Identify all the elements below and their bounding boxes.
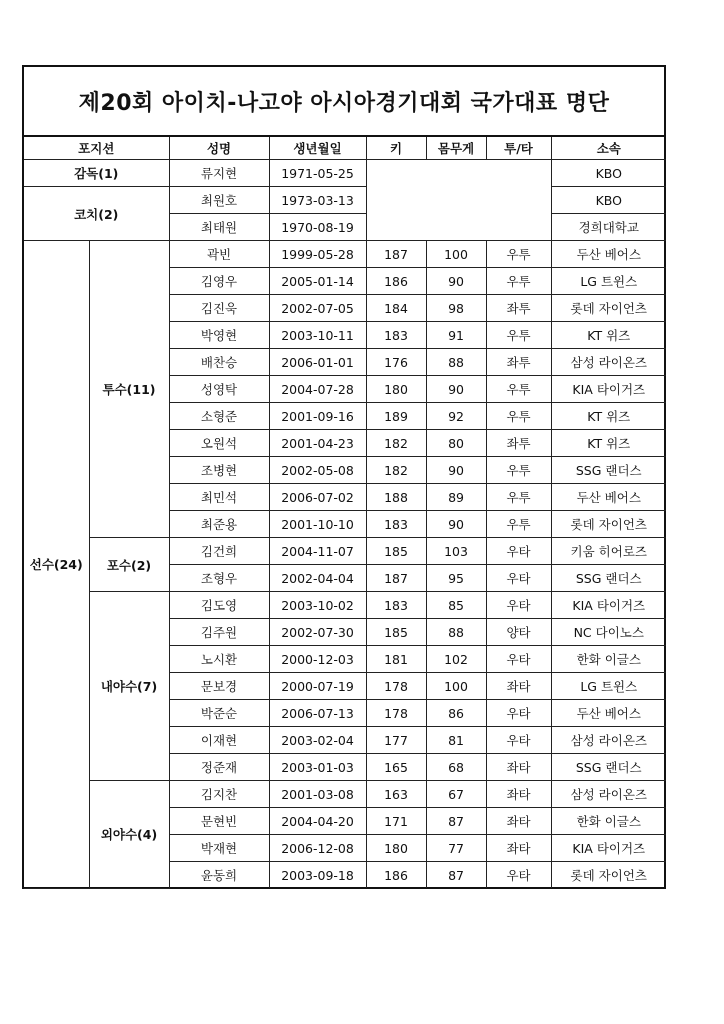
player-weight: 81: [426, 727, 486, 754]
player-name: 박영현: [169, 322, 269, 349]
player-birth: 2000-07-19: [269, 673, 366, 700]
player-name: 문보경: [169, 673, 269, 700]
player-birth: 2004-11-07: [269, 538, 366, 565]
header-throw-bat: 투/타: [486, 137, 551, 160]
player-weight: 80: [426, 430, 486, 457]
player-birth: 1999-05-28: [269, 241, 366, 268]
group-players: 선수(24): [24, 241, 89, 889]
player-birth: 2001-10-10: [269, 511, 366, 538]
player-throw-bat: 양타: [486, 619, 551, 646]
player-team: 한화 이글스: [551, 646, 666, 673]
player-throw-bat: 우타: [486, 592, 551, 619]
player-throw-bat: 좌타: [486, 835, 551, 862]
player-throw-bat: 좌타: [486, 673, 551, 700]
player-height: 178: [366, 673, 426, 700]
player-height: 188: [366, 484, 426, 511]
player-birth: 2005-01-14: [269, 268, 366, 295]
player-weight: 91: [426, 322, 486, 349]
player-birth: 2003-09-18: [269, 862, 366, 889]
player-weight: 90: [426, 268, 486, 295]
player-team: LG 트윈스: [551, 673, 666, 700]
player-weight: 90: [426, 511, 486, 538]
player-weight: 86: [426, 700, 486, 727]
player-team: 롯데 자이언츠: [551, 511, 666, 538]
player-throw-bat: 우타: [486, 727, 551, 754]
header-weight: 몸무게: [426, 137, 486, 160]
player-team: SSG 랜더스: [551, 754, 666, 781]
group-outfielders: 외야수(4): [89, 781, 169, 889]
staff-team: KBO: [551, 160, 666, 187]
player-name: 최준용: [169, 511, 269, 538]
player-height: 177: [366, 727, 426, 754]
player-name: 윤동희: [169, 862, 269, 889]
player-name: 김영우: [169, 268, 269, 295]
player-team: 삼성 라이온즈: [551, 727, 666, 754]
table-row: [24, 538, 666, 565]
player-height: 180: [366, 835, 426, 862]
page-title: 제20회 아이치-나고야 아시아경기대회 국가대표 명단: [24, 67, 664, 137]
header-height: 키: [366, 137, 426, 160]
staff-name: 류지현: [169, 160, 269, 187]
player-height: 176: [366, 349, 426, 376]
group-infielders: 내야수(7): [89, 592, 169, 781]
staff-name: 최원호: [169, 187, 269, 214]
header-name: 성명: [169, 137, 269, 160]
roster-table: [24, 137, 666, 889]
player-team: SSG 랜더스: [551, 457, 666, 484]
player-height: 187: [366, 241, 426, 268]
player-birth: 2003-10-11: [269, 322, 366, 349]
player-height: 189: [366, 403, 426, 430]
player-birth: 2003-01-03: [269, 754, 366, 781]
player-throw-bat: 좌투: [486, 295, 551, 322]
player-throw-bat: 좌투: [486, 430, 551, 457]
header-position: 포지션: [24, 137, 169, 160]
player-team: NC 다이노스: [551, 619, 666, 646]
player-throw-bat: 우투: [486, 268, 551, 295]
player-team: KIA 타이거즈: [551, 592, 666, 619]
player-height: 184: [366, 295, 426, 322]
player-name: 오원석: [169, 430, 269, 457]
player-throw-bat: 우타: [486, 538, 551, 565]
player-birth: 2003-02-04: [269, 727, 366, 754]
player-name: 조병현: [169, 457, 269, 484]
player-weight: 67: [426, 781, 486, 808]
player-throw-bat: 좌타: [486, 808, 551, 835]
header-row: [24, 137, 666, 160]
staff-blank: [366, 160, 551, 241]
group-coach: 코치(2): [24, 187, 169, 241]
player-birth: 2006-07-13: [269, 700, 366, 727]
player-name: 노시환: [169, 646, 269, 673]
player-height: 163: [366, 781, 426, 808]
header-birth: 생년월일: [269, 137, 366, 160]
player-team: KT 위즈: [551, 403, 666, 430]
player-weight: 85: [426, 592, 486, 619]
player-team: 삼성 라이온즈: [551, 349, 666, 376]
player-team: LG 트윈스: [551, 268, 666, 295]
player-name: 최민석: [169, 484, 269, 511]
player-weight: 90: [426, 457, 486, 484]
player-name: 문현빈: [169, 808, 269, 835]
player-weight: 92: [426, 403, 486, 430]
player-weight: 88: [426, 349, 486, 376]
player-weight: 103: [426, 538, 486, 565]
player-throw-bat: 우타: [486, 565, 551, 592]
player-team: KIA 타이거즈: [551, 376, 666, 403]
player-throw-bat: 우투: [486, 241, 551, 268]
player-team: 키움 히어로즈: [551, 538, 666, 565]
group-catchers: 포수(2): [89, 538, 169, 592]
player-weight: 68: [426, 754, 486, 781]
player-height: 182: [366, 430, 426, 457]
player-birth: 2001-04-23: [269, 430, 366, 457]
player-weight: 95: [426, 565, 486, 592]
player-name: 조형우: [169, 565, 269, 592]
player-name: 소형준: [169, 403, 269, 430]
player-birth: 2006-07-02: [269, 484, 366, 511]
player-birth: 2004-04-20: [269, 808, 366, 835]
player-weight: 102: [426, 646, 486, 673]
player-weight: 100: [426, 673, 486, 700]
table-row: [24, 592, 666, 619]
player-team: 삼성 라이온즈: [551, 781, 666, 808]
player-birth: 2001-03-08: [269, 781, 366, 808]
table-row: [24, 781, 666, 808]
player-height: 185: [366, 538, 426, 565]
player-team: 한화 이글스: [551, 808, 666, 835]
group-manager: 감독(1): [24, 160, 169, 187]
player-height: 186: [366, 862, 426, 889]
player-name: 곽빈: [169, 241, 269, 268]
player-height: 185: [366, 619, 426, 646]
header-team: 소속: [551, 137, 666, 160]
player-height: 178: [366, 700, 426, 727]
player-name: 정준재: [169, 754, 269, 781]
table-row: [24, 241, 666, 268]
player-name: 박준순: [169, 700, 269, 727]
player-name: 김진욱: [169, 295, 269, 322]
player-height: 165: [366, 754, 426, 781]
player-team: KT 위즈: [551, 430, 666, 457]
player-height: 180: [366, 376, 426, 403]
player-throw-bat: 우투: [486, 322, 551, 349]
staff-birth: 1973-03-13: [269, 187, 366, 214]
player-height: 183: [366, 322, 426, 349]
player-name: 박재현: [169, 835, 269, 862]
player-throw-bat: 좌투: [486, 349, 551, 376]
player-weight: 89: [426, 484, 486, 511]
player-throw-bat: 우투: [486, 403, 551, 430]
player-birth: 2002-05-08: [269, 457, 366, 484]
player-weight: 100: [426, 241, 486, 268]
player-birth: 2002-07-05: [269, 295, 366, 322]
player-birth: 2006-12-08: [269, 835, 366, 862]
staff-name: 최태원: [169, 214, 269, 241]
roster-sheet: [22, 65, 666, 889]
player-throw-bat: 우타: [486, 700, 551, 727]
player-throw-bat: 우투: [486, 376, 551, 403]
table-row: [24, 160, 666, 187]
player-throw-bat: 우투: [486, 484, 551, 511]
player-weight: 88: [426, 619, 486, 646]
player-team: 롯데 자이언츠: [551, 295, 666, 322]
player-height: 183: [366, 511, 426, 538]
player-team: 두산 베어스: [551, 484, 666, 511]
player-weight: 77: [426, 835, 486, 862]
player-name: 김도영: [169, 592, 269, 619]
player-weight: 90: [426, 376, 486, 403]
staff-birth: 1971-05-25: [269, 160, 366, 187]
player-name: 김주원: [169, 619, 269, 646]
player-team: 두산 베어스: [551, 241, 666, 268]
player-name: 배찬승: [169, 349, 269, 376]
player-throw-bat: 좌타: [486, 781, 551, 808]
player-birth: 2001-09-16: [269, 403, 366, 430]
player-birth: 2002-07-30: [269, 619, 366, 646]
player-throw-bat: 우투: [486, 511, 551, 538]
player-name: 김건희: [169, 538, 269, 565]
player-birth: 2003-10-02: [269, 592, 366, 619]
player-birth: 2000-12-03: [269, 646, 366, 673]
table-row: [24, 187, 666, 214]
group-pitchers: 투수(11): [89, 241, 169, 538]
player-height: 186: [366, 268, 426, 295]
player-birth: 2006-01-01: [269, 349, 366, 376]
staff-team: 경희대학교: [551, 214, 666, 241]
player-birth: 2004-07-28: [269, 376, 366, 403]
staff-team: KBO: [551, 187, 666, 214]
player-throw-bat: 우타: [486, 646, 551, 673]
player-name: 성영탁: [169, 376, 269, 403]
player-weight: 87: [426, 808, 486, 835]
player-name: 이재현: [169, 727, 269, 754]
player-throw-bat: 우타: [486, 862, 551, 889]
player-team: 두산 베어스: [551, 700, 666, 727]
player-height: 181: [366, 646, 426, 673]
player-weight: 98: [426, 295, 486, 322]
player-throw-bat: 우투: [486, 457, 551, 484]
player-birth: 2002-04-04: [269, 565, 366, 592]
player-team: KT 위즈: [551, 322, 666, 349]
player-team: KIA 타이거즈: [551, 835, 666, 862]
player-team: SSG 랜더스: [551, 565, 666, 592]
player-name: 김지찬: [169, 781, 269, 808]
staff-birth: 1970-08-19: [269, 214, 366, 241]
player-throw-bat: 좌타: [486, 754, 551, 781]
player-weight: 87: [426, 862, 486, 889]
player-height: 183: [366, 592, 426, 619]
player-team: 롯데 자이언츠: [551, 862, 666, 889]
player-height: 171: [366, 808, 426, 835]
player-height: 182: [366, 457, 426, 484]
player-height: 187: [366, 565, 426, 592]
